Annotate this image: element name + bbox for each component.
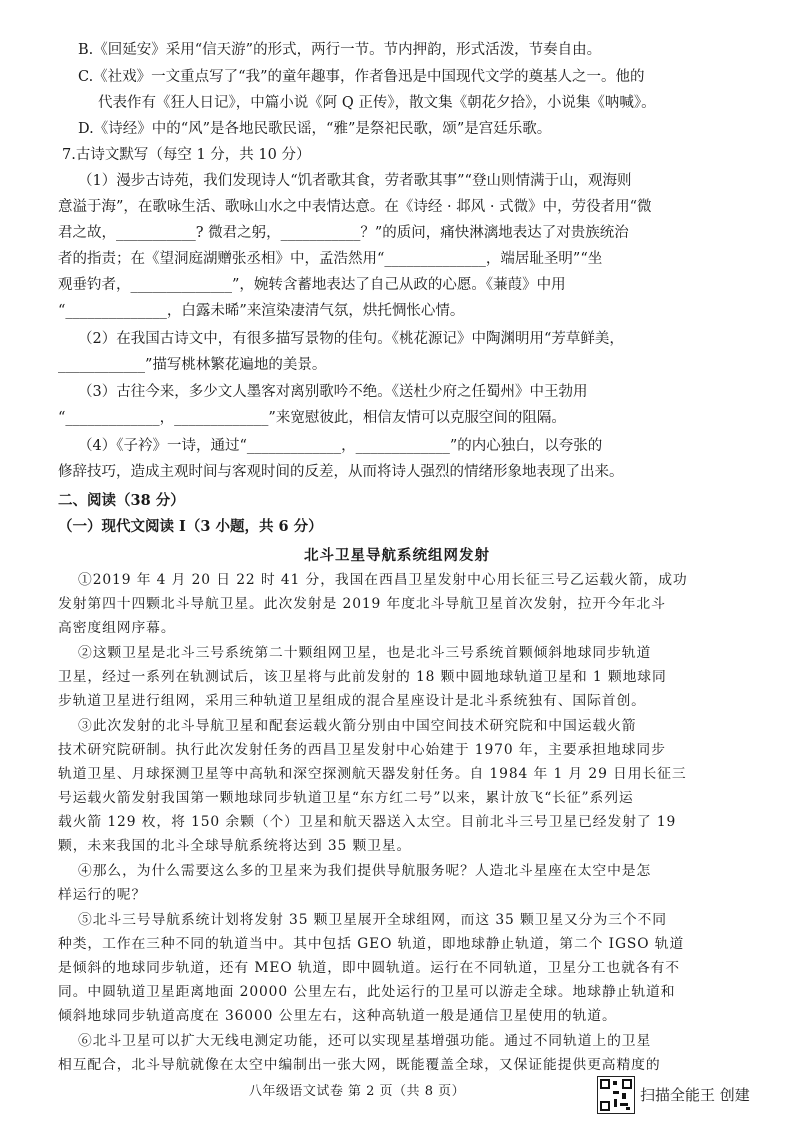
article-line: 技术研究院研制。执行此次发射任务的西昌卫星发射中心始建于 1970 年，主要承担地球同步 <box>58 742 666 758</box>
section-2-1-heading: （一）现代文阅读 I（3 小题，共 6 分） <box>58 518 323 535</box>
q7-part4-line2: 修辞技巧，造成主观时间与客观时间的反差，从而将诗人强烈的情绪形象地表现了出来。 <box>58 464 624 480</box>
option-c-line1: C.《社戏》一文重点写了“我”的童年趣事，作者鲁迅是中国现代文学的奠基人之一。他的 <box>78 69 645 85</box>
article-line: 轨道卫星、月球探测卫星等中高轨和深空探测航天器发射任务。自 1984 年 1 月 29 日用长征三 <box>58 766 687 782</box>
article-line: 相互配合，北斗导航就像在太空中编制出一张大网，既能覆盖全球，又保证能提供更高精度的 <box>58 1057 661 1073</box>
article-line: ①2019 年 4 月 20 日 22 时 41 分，我国在西昌卫星发射中心用长征三号乙运载火箭，成功 <box>78 572 688 588</box>
article-line: 发射第四十四颗北斗导航卫星。此次发射是 2019 年度北斗导航卫星首次发射，拉开今年北斗 <box>58 596 666 612</box>
article-line: 号运载火箭发射我国第一颗地球同步轨道卫星“东方红二号”以来，累计放飞“长征”系列运 <box>58 790 634 806</box>
q7-part1-line1: （1）漫步古诗苑，我们发现诗人“饥者歌其食，劳者歌其事”“登山则情满于山，观海则 <box>78 173 632 189</box>
article-line: 载火箭 129 枚，将 150 余颗（个）卫星和航天器送入太空。目前北斗三号卫星已经发射了 19 <box>58 814 677 830</box>
q7-part1-line2: 意溢于海”，在歌咏生活、歌咏山水之中表情达意。在《诗经 · 邶风 · 式微》中，劳役者用“微 <box>58 199 652 215</box>
qr-code-icon <box>597 1076 635 1114</box>
article-line: ⑤北斗三号导航系统计划将发射 35 颗卫星展开全球组网，而这 35 颗卫星又分为三个不同 <box>78 912 667 928</box>
q7-part3-line1: （3）古往今来，多少文人墨客对离别歌吟不绝。《送杜少府之任蜀州》中王勃用 <box>78 384 588 400</box>
option-c-line2: 代表作有《狂人日记》，中篇小说《阿 Q 正传》，散文集《朝花夕拾》，小说集《呐喊》。 <box>98 95 656 111</box>
q7-part3-line2: “_____________，_____________”来宽慰彼此，相信友情可以克服空间的阻隔。 <box>58 410 566 426</box>
q7-part2-line1: （2）在我国古诗文中，有很多描写景物的佳句。《桃花源记》中陶渊明用“芳草鲜美， <box>78 331 624 347</box>
article-line: 高密度组网序幕。 <box>58 620 176 636</box>
section-2-heading: 二、阅读（38 分） <box>58 492 185 509</box>
option-b: B.《回延安》采用“信天游”的形式，两行一节。节内押韵，形式活泼，节奏自由。 <box>78 42 602 58</box>
article-line: ②这颗卫星是北斗三号系统第二十颗组网卫星，也是北斗三号系统首颗倾斜地球同步轨道 <box>78 645 652 661</box>
page-footer: 八年级语文试卷 第 2 页（共 8 页） <box>248 1084 466 1099</box>
article-line: ⑥北斗卫星可以扩大无线电测定功能，还可以实现星基增强功能。通过不同轨道上的卫星 <box>78 1033 652 1049</box>
question-7-heading: 7.古诗文默写（每空 1 分，共 10 分） <box>62 147 311 163</box>
article-line: 是倾斜的地球同步轨道，还有 MEO 轨道，即中圆轨道。运行在不同轨道，卫星分工也就各有不 <box>58 960 680 976</box>
scanner-brand-label: 扫描全能王 创建 <box>640 1086 750 1104</box>
q7-part1-line3: 君之故，___________? 微君之躬，___________？”的质问，痛快淋漓地表达了对贵族统治 <box>58 225 629 241</box>
q7-part4-line1: （4）《子衿》一诗，通过“_____________，_____________”的内心独白，以夸张的 <box>78 438 603 454</box>
article-title: 北斗卫星导航系统组网发射 <box>304 547 490 564</box>
article-line: 同。中圆轨道卫星距离地面 20000 公里左右，此处运行的卫星可以游走全球。地球静止轨道和 <box>58 984 676 1000</box>
article-line: 卫星，经过一系列在轨测试后，该卫星将与此前发射的 18 颗中圆地球轨道卫星和 1 颗地球同 <box>58 669 667 685</box>
q7-part1-line4: 者的指责；在《望洞庭湖赠张丞相》中，孟浩然用“______________，端居耻圣明”“坐 <box>58 251 603 267</box>
article-line: 倾斜地球同步轨道高度在 36000 公里左右，这种高轨道一般是通信卫星使用的轨道。 <box>58 1008 617 1024</box>
article-line: ④那么，为什么需要这么多的卫星来为我们提供导航服务呢？人造北斗星座在太空中是怎 <box>78 863 652 879</box>
option-d: D.《诗经》中的“风”是各地民歌民谣，“雅”是祭祀民歌，颂”是宫廷乐歌。 <box>78 121 552 137</box>
q7-part1-line6: “______________，白露未晞”来渲染凄清气氛，烘托惆怅心情。 <box>58 303 465 319</box>
article-line: 样运行的呢？ <box>58 887 147 903</box>
article-line: 步轨道卫星进行组网，采用三种轨道卫星组成的混合星座设计是北斗系统独有、国际首创。 <box>58 693 646 709</box>
q7-part1-line5: 观垂钓者，______________”，婉转含蓄地表达了自己从政的心愿。《蒹葭》中用 <box>58 277 566 293</box>
q7-part2-line2: ____________”描写桃林繁花遍地的美景。 <box>58 357 327 373</box>
article-line: ③此次发射的北斗导航卫星和配套运载火箭分别由中国空间技术研究院和中国运载火箭 <box>78 718 637 734</box>
article-line: 颗，未来我国的北斗全球导航系统将达到 35 颗卫星。 <box>58 838 412 854</box>
article-line: 种类，工作在三种不同的轨道当中。其中包括 GEO 轨道，即地球静止轨道，第二个 IGSO 轨道 <box>58 936 685 952</box>
